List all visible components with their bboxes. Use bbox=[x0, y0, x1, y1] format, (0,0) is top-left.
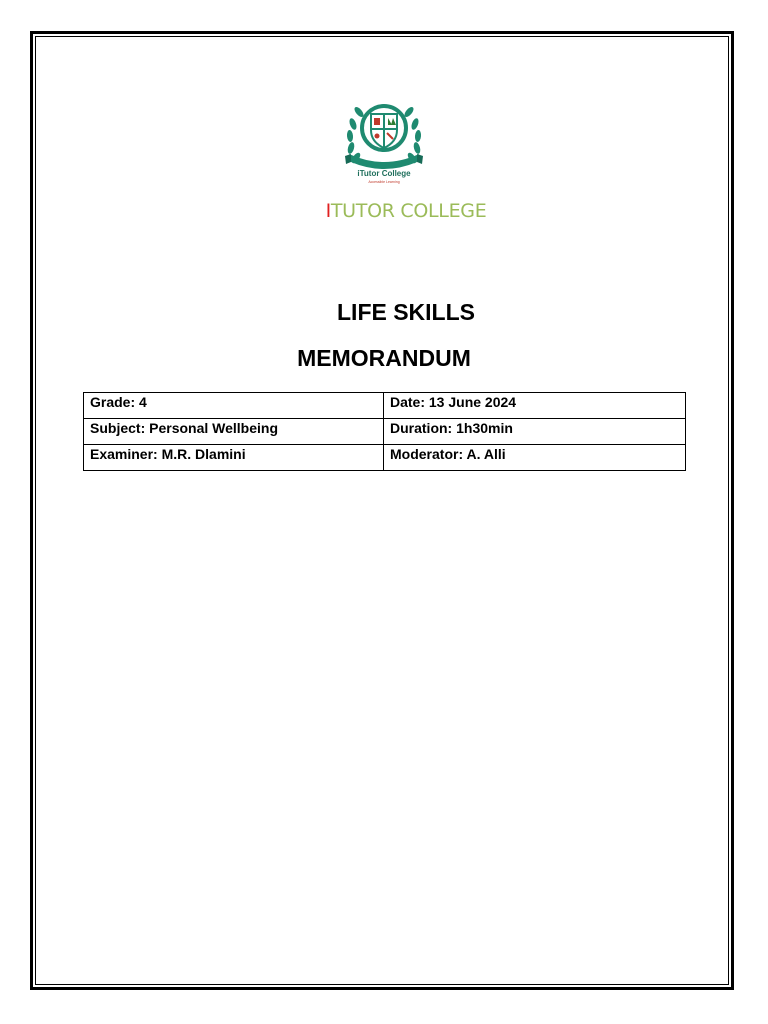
logo-name: iTutor College bbox=[357, 169, 411, 178]
college-name-rest: TUTOR COLLEGE bbox=[330, 200, 487, 222]
logo-motto: Accessible Learning bbox=[368, 180, 400, 184]
college-name-first-letter: I bbox=[325, 200, 331, 222]
college-crest-logo bbox=[343, 94, 425, 186]
document-type-title: MEMORANDUM bbox=[297, 345, 471, 371]
grade-cell: Grade: 4 bbox=[84, 393, 384, 419]
moderator-cell: Moderator: A. Alli bbox=[384, 445, 686, 471]
subject-cell: Subject: Personal Wellbeing bbox=[84, 419, 384, 445]
duration-cell: Duration: 1h30min bbox=[384, 419, 686, 445]
exam-info-table bbox=[83, 392, 686, 471]
date-cell: Date: 13 June 2024 bbox=[384, 393, 686, 419]
college-name bbox=[0, 200, 768, 222]
examiner-cell: Examiner: M.R. Dlamini bbox=[84, 445, 384, 471]
table-row bbox=[84, 445, 686, 471]
table-row bbox=[84, 419, 686, 445]
subject-title: LIFE SKILLS bbox=[337, 299, 475, 325]
table-row bbox=[84, 393, 686, 419]
